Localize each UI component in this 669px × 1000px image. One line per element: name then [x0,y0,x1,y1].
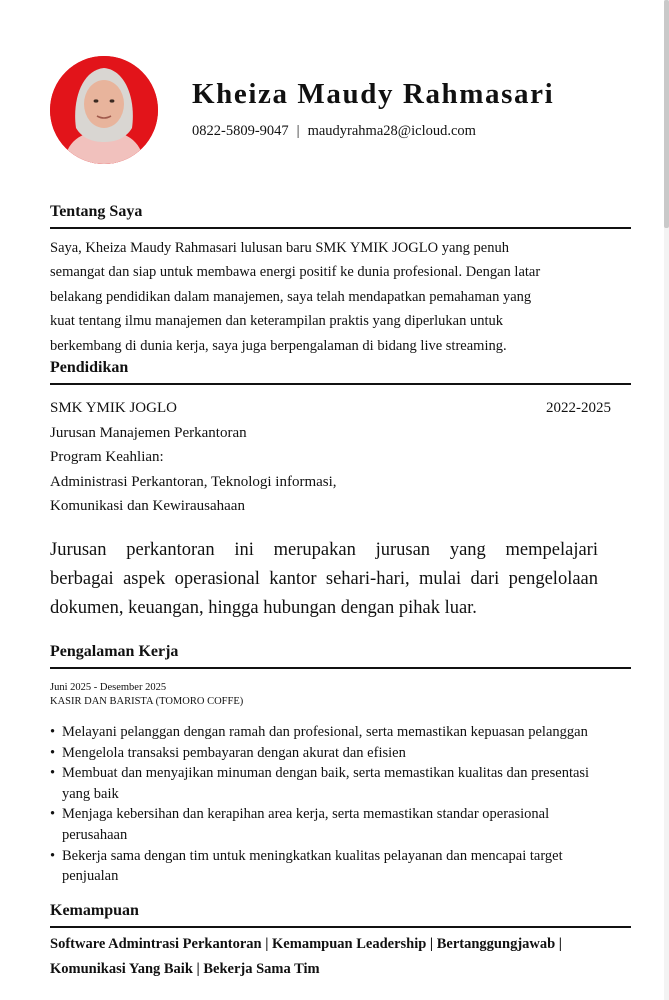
list-item [50,804,650,845]
section-title-experience: Pengalaman Kerja [50,643,179,660]
section-divider-skills [50,926,631,928]
full-name: Kheiza Maudy Rahmasari [192,78,555,110]
skills-list [50,932,640,982]
job-period: Juni 2025 - Desember 2025 [50,682,167,693]
duty-text: Bekerja sama dengan tim untuk meningkatkan kualitas pelayanan dan mencapai target [62,847,563,864]
about-line: belakang pendidikan dalam manajemen, saya telah mendapatkan pemahaman yang [50,288,532,305]
email-address: maudyrahma28@icloud.com [307,123,476,139]
education-programs: Komunikasi dan Kewirausahaan [50,498,245,514]
section-title-about: Tentang Saya [50,203,143,220]
education-description [50,536,598,623]
skills-line: Software Admintrasi Perkantoran | Kemampuan Leadership | Bertanggungjawab | [50,936,562,952]
duty-text: yang baik [62,785,119,802]
education-description-line: berbagai aspek operasional kantor sehari-hari, mulai dari pengelolaan [50,569,598,589]
education-description-line: dokumen, keuangan, hingga hubungan dengan pihak luar. [50,598,477,618]
about-line: kuat tentang ilmu manajemen dan keterampilan praktis yang diperlukan untuk [50,313,503,330]
education-major: Jurusan Manajemen Perkantoran [50,425,247,441]
duty-text: perusahaan [62,826,128,843]
duty-text: Mengelola transaksi pembayaran dengan akurat dan efisien [62,744,406,761]
duty-text: Menjaga kebersihan dan kerapihan area kerja, serta memastikan standar operasional [62,806,550,823]
bullet-icon: • [50,765,56,782]
education-years: 2022-2025 [546,400,611,416]
about-line: Saya, Kheiza Maudy Rahmasari lulusan baru SMK YMIK JOGLO yang penuh [50,240,509,256]
scrollbar-thumb[interactable] [664,0,669,228]
section-title-education: Pendidikan [50,359,129,376]
list-item [50,743,650,764]
section-divider-education [50,383,631,385]
duty-text: Membuat dan menyajikan minuman dengan baik, serta memastikan kualitas dan presentasi [62,765,590,782]
education-school-row [50,400,611,417]
list-item [50,846,650,887]
phone-number: 0822-5809-9047 [192,123,289,139]
bullet-icon: • [50,806,56,823]
contact-separator: | [296,123,300,139]
section-title-skills: Kemampuan [50,902,139,919]
bullet-icon: • [50,724,56,740]
bullet-icon: • [50,847,56,864]
section-divider-about [50,227,631,229]
school-name: SMK YMIK JOGLO [50,400,177,416]
education-programs: Administrasi Perkantoran, Teknologi informasi, [50,474,337,490]
scrollbar[interactable] [664,0,669,1000]
bullet-icon: • [50,744,56,761]
duty-text: Melayani pelanggan dengan ramah dan profesional, serta memastikan kepuasan pelanggan [62,724,588,740]
list-item [50,763,650,804]
job-position: KASIR DAN BARISTA (TOMORO COFFE) [50,696,244,707]
education-description-line: Jurusan perkantoran ini merupakan jurusan yang mempelajari [50,540,598,560]
contact-line [192,123,476,140]
profile-photo [50,56,158,164]
about-line: berkembang di dunia kerja, saya juga berpengalaman di bidang live streaming. [50,337,507,354]
job-duties-list [50,722,650,887]
skills-line: Komunikasi Yang Baik | Bekerja Sama Tim [50,961,320,977]
about-paragraph [50,236,610,358]
duty-text: penjualan [62,868,119,885]
education-program-label: Program Keahlian: [50,449,164,465]
profile-photo-illustration [50,56,158,164]
section-divider-experience [50,667,631,669]
about-line: semangat dan siap untuk membawa energi positif ke dunia profesional. Dengan latar [50,264,541,281]
list-item [50,722,650,743]
